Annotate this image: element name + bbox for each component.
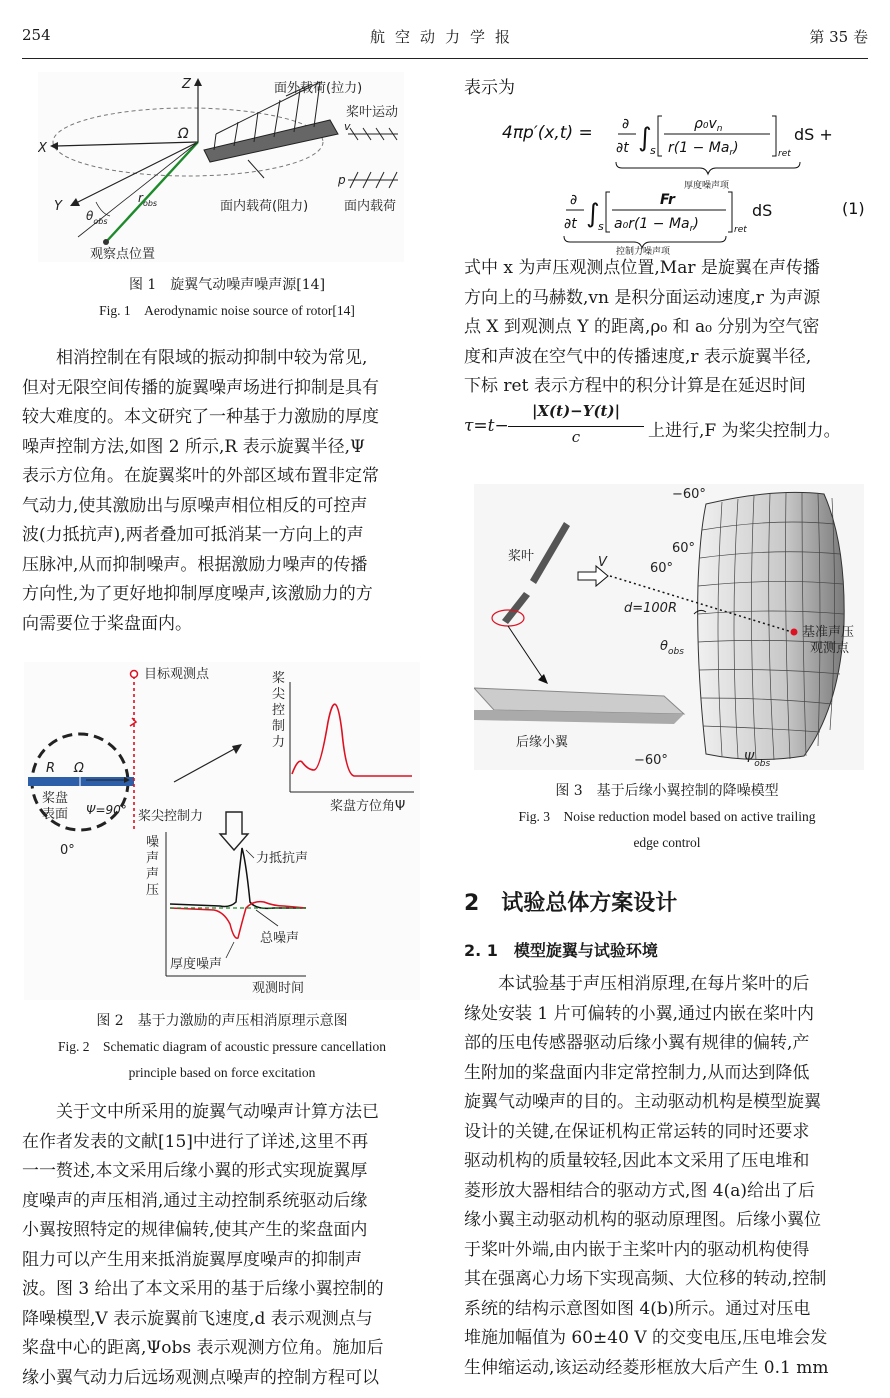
fig1-r-obs-label: $r_{obs}$ xyxy=(138,191,158,208)
text-line: 于桨叶外端,由内嵌于主桨叶内的驱动机构使得 xyxy=(464,1239,810,1260)
fig2-zero-deg-label: 0° xyxy=(60,843,75,858)
fig2-psi90-label: Ψ=90° xyxy=(86,803,127,817)
fig1-out-load-label: 面外载荷(拉力) xyxy=(274,81,363,96)
text-line: 向需要位于桨盘面内。 xyxy=(22,613,192,634)
figure-2-drawing xyxy=(24,662,420,1000)
figure-1-caption-cn: 图 1 旋翼气动噪声噪声源[14] xyxy=(128,277,326,293)
figure-3-caption-en-2: edge control xyxy=(633,835,701,850)
volume-label: 第 35 卷 xyxy=(809,28,868,46)
fig2-disk-surface-2: 表面 xyxy=(42,807,69,822)
fig1-z-label: Z xyxy=(182,77,191,92)
eq-s1: s xyxy=(650,144,656,157)
text-line: 一一赘述,本文采用后缘小翼的形式实现旋翼厚 xyxy=(22,1161,368,1181)
eq-d1: ∂ xyxy=(622,116,630,132)
fig2-tip-force-axis-4: 制 xyxy=(272,719,286,734)
text-line: 生附加的桨盘面内非定常控制力,从而达到降低 xyxy=(464,1062,810,1083)
fig3-60-label-a: 60° xyxy=(672,541,696,556)
text-line: 表示为 xyxy=(464,78,515,98)
text-line: 但对无限空间传播的旋翼噪声场进行抑制是具有 xyxy=(22,377,379,398)
eq-dt2: ∂t xyxy=(564,216,577,232)
figure-2-caption-en-1: Fig. 2 Schematic diagram of acoustic pressure cancellation xyxy=(57,1039,386,1054)
text-line: 缘小翼气动力后远场观测点噪声的控制方程可以 xyxy=(22,1367,379,1388)
fig3-ref-point-label-1: 基准声压 xyxy=(802,625,855,640)
page-header xyxy=(22,26,868,56)
fig1-obs-point-label: 观察点位置 xyxy=(90,247,156,262)
eq-lhs: 4πp′(x,t) = xyxy=(502,123,593,143)
section-2-1-heading: 2. 1 模型旋翼与试验环境 xyxy=(464,941,658,960)
text-line: 气动力,使其激励出与原噪声相位相反的可控声 xyxy=(22,495,368,516)
paragraph-4 xyxy=(464,970,870,1383)
text-line: 噪声控制方法,如图 2 所示,R 表示旋翼半径,Ψ xyxy=(22,436,365,457)
eq-num1: $\rho_0v_n$ xyxy=(694,116,723,134)
text-line: 波(力抵抗声),两者叠加可抵消某一方向上的声 xyxy=(22,525,364,545)
eq-brace1-label: 厚度噪声项 xyxy=(684,181,730,191)
paragraph-3 xyxy=(464,254,870,402)
eq-d2: ∂ xyxy=(570,192,578,208)
text-line: 度噪声的声压相消,通过主动控制系统驱动后缘 xyxy=(22,1190,368,1211)
text-line: 本试验基于声压相消原理,在每片桨叶的后 xyxy=(464,974,810,994)
fig2-tip-force-label: 桨尖控制力 xyxy=(138,809,204,824)
figure-3 xyxy=(474,484,864,770)
paragraph-1 xyxy=(22,344,432,639)
figure-3-caption-cn: 图 3 基于后缘小翼控制的降噪模型 xyxy=(555,783,779,799)
fig2-R-label: R xyxy=(46,761,56,776)
fig1-in-load-label: 面内载荷 xyxy=(344,199,397,214)
figure-1-caption-en: Fig. 1 Aerodynamic noise source of rotor[14] xyxy=(99,303,355,318)
eq-den1: $r(1 - Ma_r)$ xyxy=(668,140,739,158)
paragraph-2 xyxy=(22,1098,432,1393)
eq-number: (1) xyxy=(842,199,865,218)
fig3-ref-point-label-2: 观测点 xyxy=(810,641,850,656)
fig2-noise-axis-2: 声 xyxy=(146,851,160,866)
fig2-noise-axis-3: 声 xyxy=(146,867,160,882)
text-line: 生伸缩运动,该运动经菱形框放大后产生 0.1 mm xyxy=(464,1357,829,1378)
fig1-p-label: p xyxy=(338,173,346,187)
figure-3-drawing xyxy=(474,484,864,770)
text-line: 系统的结构示意图如图 4(b)所示。通过对压电 xyxy=(464,1298,811,1319)
tau-numerator: |X(t)−Y(t)| xyxy=(531,402,621,420)
text-line: 压脉冲,从而抑制噪声。根据激励力噪声的传播 xyxy=(22,554,368,575)
eq-int2: ∫ xyxy=(586,199,600,229)
figure-2 xyxy=(24,662,420,1000)
fig1-x-label: X xyxy=(38,141,47,156)
text-line: 方向性,为了更好地抑制厚度噪声,该激励力的方 xyxy=(22,584,373,604)
fig1-theta-obs-label: $\theta_{obs}$ xyxy=(86,209,108,226)
figure-1 xyxy=(38,72,404,262)
fig1-omega-label: Ω xyxy=(178,126,189,142)
eq-den2: $a_0r(1 - Ma_r)$ xyxy=(614,216,699,234)
fig2-counter-sound-label: 力抵抗声 xyxy=(256,851,309,866)
figure-2-caption-cn: 图 2 基于力激励的声压相消原理示意图 xyxy=(96,1013,348,1029)
text-line: 缘处安装 1 片可偏转的小翼,通过内嵌在桨叶内 xyxy=(464,1003,815,1024)
figure-3-caption-en-1: Fig. 3 Noise reduction model based on active trailing xyxy=(518,809,816,824)
fig1-y-label: Y xyxy=(54,199,62,214)
text-line: 度和声波在空气中的传播速度,r 表示旋翼半径, xyxy=(464,346,812,367)
tau-denominator: c xyxy=(571,428,581,446)
section-2-heading: 2 试验总体方案设计 xyxy=(464,891,678,916)
text-line: 表示方位角。在旋翼桨叶的外部区域布置非定常 xyxy=(22,466,379,486)
text-line: 其在强离心力场下实现高频、大位移的转动,控制 xyxy=(464,1269,827,1289)
tau-fraction-bar xyxy=(508,426,644,427)
text-line: 阻力可以产生用来抵消旋翼厚度噪声的抑制声 xyxy=(22,1249,362,1270)
text-line: 点 X 到观测点 Y 的距离,ρ₀ 和 a₀ 分别为空气密 xyxy=(464,317,820,337)
eq-s2: s xyxy=(598,220,604,233)
text-line: 式中 x 为声压观测点位置,Mar 是旋翼在声传播 xyxy=(464,258,820,278)
text-line: 旋翼气动噪声的目的。主动驱动机构是模型旋翼 xyxy=(464,1092,821,1112)
text-line: 桨盘中心的距离,Ψobs 表示观测方位角。施加后 xyxy=(22,1338,384,1358)
fig2-noise-axis-1: 噪 xyxy=(146,835,160,850)
equation-1 xyxy=(464,104,870,256)
text-line: 方向上的马赫数,vn 是积分面运动速度,r 为声源 xyxy=(464,287,821,308)
fig3-psi-label: $\Psi_{obs}$ xyxy=(744,751,771,769)
text-line: 小翼按照特定的规律偏转,使其产生的桨盘面内 xyxy=(22,1220,368,1240)
fig1-blade-motion-label: 桨叶运动 xyxy=(346,105,399,120)
eq-ds2: dS xyxy=(752,201,773,220)
fig2-tip-force-axis-1: 桨 xyxy=(272,671,286,686)
eq-ds1: dS + xyxy=(794,125,833,144)
text-line: 关于文中所采用的旋翼气动噪声计算方法已 xyxy=(22,1102,379,1122)
text-line: 相消控制在有限域的振动抑制中较为常见, xyxy=(22,348,368,368)
figure-2-caption-en-2: principle based on force excitation xyxy=(128,1065,316,1080)
eq-int1: ∫ xyxy=(638,123,652,153)
eq-ret1: ret xyxy=(778,149,791,159)
fig2-omega-label: Ω xyxy=(74,761,84,776)
equation-1-drawing xyxy=(464,104,870,256)
fig1-in-load-resist-label: 面内载荷(阻力) xyxy=(220,199,309,214)
fig2-tip-force-axis-3: 控 xyxy=(272,703,286,718)
fig1-v-label: v xyxy=(344,120,351,133)
fig3-60-label-b: 60° xyxy=(650,561,674,576)
journal-title: 航空动力学报 xyxy=(369,28,520,46)
fig3-flap-label: 后缘小翼 xyxy=(516,735,569,750)
page-number: 254 xyxy=(22,26,51,44)
eq-num2: Fr xyxy=(660,192,675,208)
fig2-target-label: 目标观测点 xyxy=(144,667,210,682)
fig3-theta-label: $\theta_{obs}$ xyxy=(660,639,684,657)
fig2-total-noise-label: 总噪声 xyxy=(260,931,300,946)
text-line: 下标 ret 表示方程中的积分计算是在延迟时间 xyxy=(464,376,806,396)
tau-line xyxy=(464,402,870,454)
eq-brace2-label: 控制力噪声项 xyxy=(616,247,671,256)
eq-dt1: ∂t xyxy=(616,140,629,156)
text-line: 缘小翼主动驱动机构的驱动原理图。后缘小翼位 xyxy=(464,1210,821,1230)
fig3-v-label: V xyxy=(598,555,607,570)
text-line: 在作者发表的文献[15]中进行了详述,这里不再 xyxy=(22,1131,369,1152)
text-line: 设计的关键,在保证机构正常运转的同时还要求 xyxy=(464,1121,810,1142)
fig3-top-angle-label: −60° xyxy=(672,487,706,502)
tau-rest: 上进行,F 为桨尖控制力。 xyxy=(648,421,841,441)
text-line: 驱动机构的质量较轻,因此本文采用了压电堆和 xyxy=(464,1151,810,1171)
fig3-bottom-angle-label: −60° xyxy=(634,753,668,768)
text-line: 较大难度的。本文研究了一种基于力激励的厚度 xyxy=(22,407,379,427)
text-line: 降噪模型,V 表示旋翼前飞速度,d 表示观测点与 xyxy=(22,1308,373,1329)
text-line: 部的压电传感器驱动后缘小翼有规律的偏转,产 xyxy=(464,1033,810,1053)
fig2-noise-axis-4: 压 xyxy=(146,883,160,898)
fig2-obs-time-label: 观测时间 xyxy=(252,981,305,996)
fig2-tip-force-axis-5: 力 xyxy=(272,735,286,750)
fig3-distance-label: d=100R xyxy=(624,601,677,616)
right-intro xyxy=(464,74,870,104)
header-rule xyxy=(22,58,868,59)
text-line: 波。图 3 给出了本文采用的基于后缘小翼控制的 xyxy=(22,1279,384,1299)
fig2-tip-force-axis-2: 尖 xyxy=(272,687,286,702)
fig2-thickness-noise-label: 厚度噪声 xyxy=(170,957,223,972)
eq-ret2: ret xyxy=(734,225,747,235)
figure-1-drawing xyxy=(38,72,404,262)
fig3-blade-label: 桨叶 xyxy=(508,549,535,564)
text-line: 堆施加幅值为 60±40 V 的交变电压,压电堆会发 xyxy=(464,1328,828,1348)
fig2-azimuth-axis-label: 桨盘方位角Ψ xyxy=(330,799,406,814)
text-line: 菱形放大器相结合的驱动方式,图 4(a)给出了后 xyxy=(464,1180,816,1201)
tau-lhs: τ=t− xyxy=(464,416,509,436)
fig2-disk-surface-1: 桨盘 xyxy=(42,791,69,806)
